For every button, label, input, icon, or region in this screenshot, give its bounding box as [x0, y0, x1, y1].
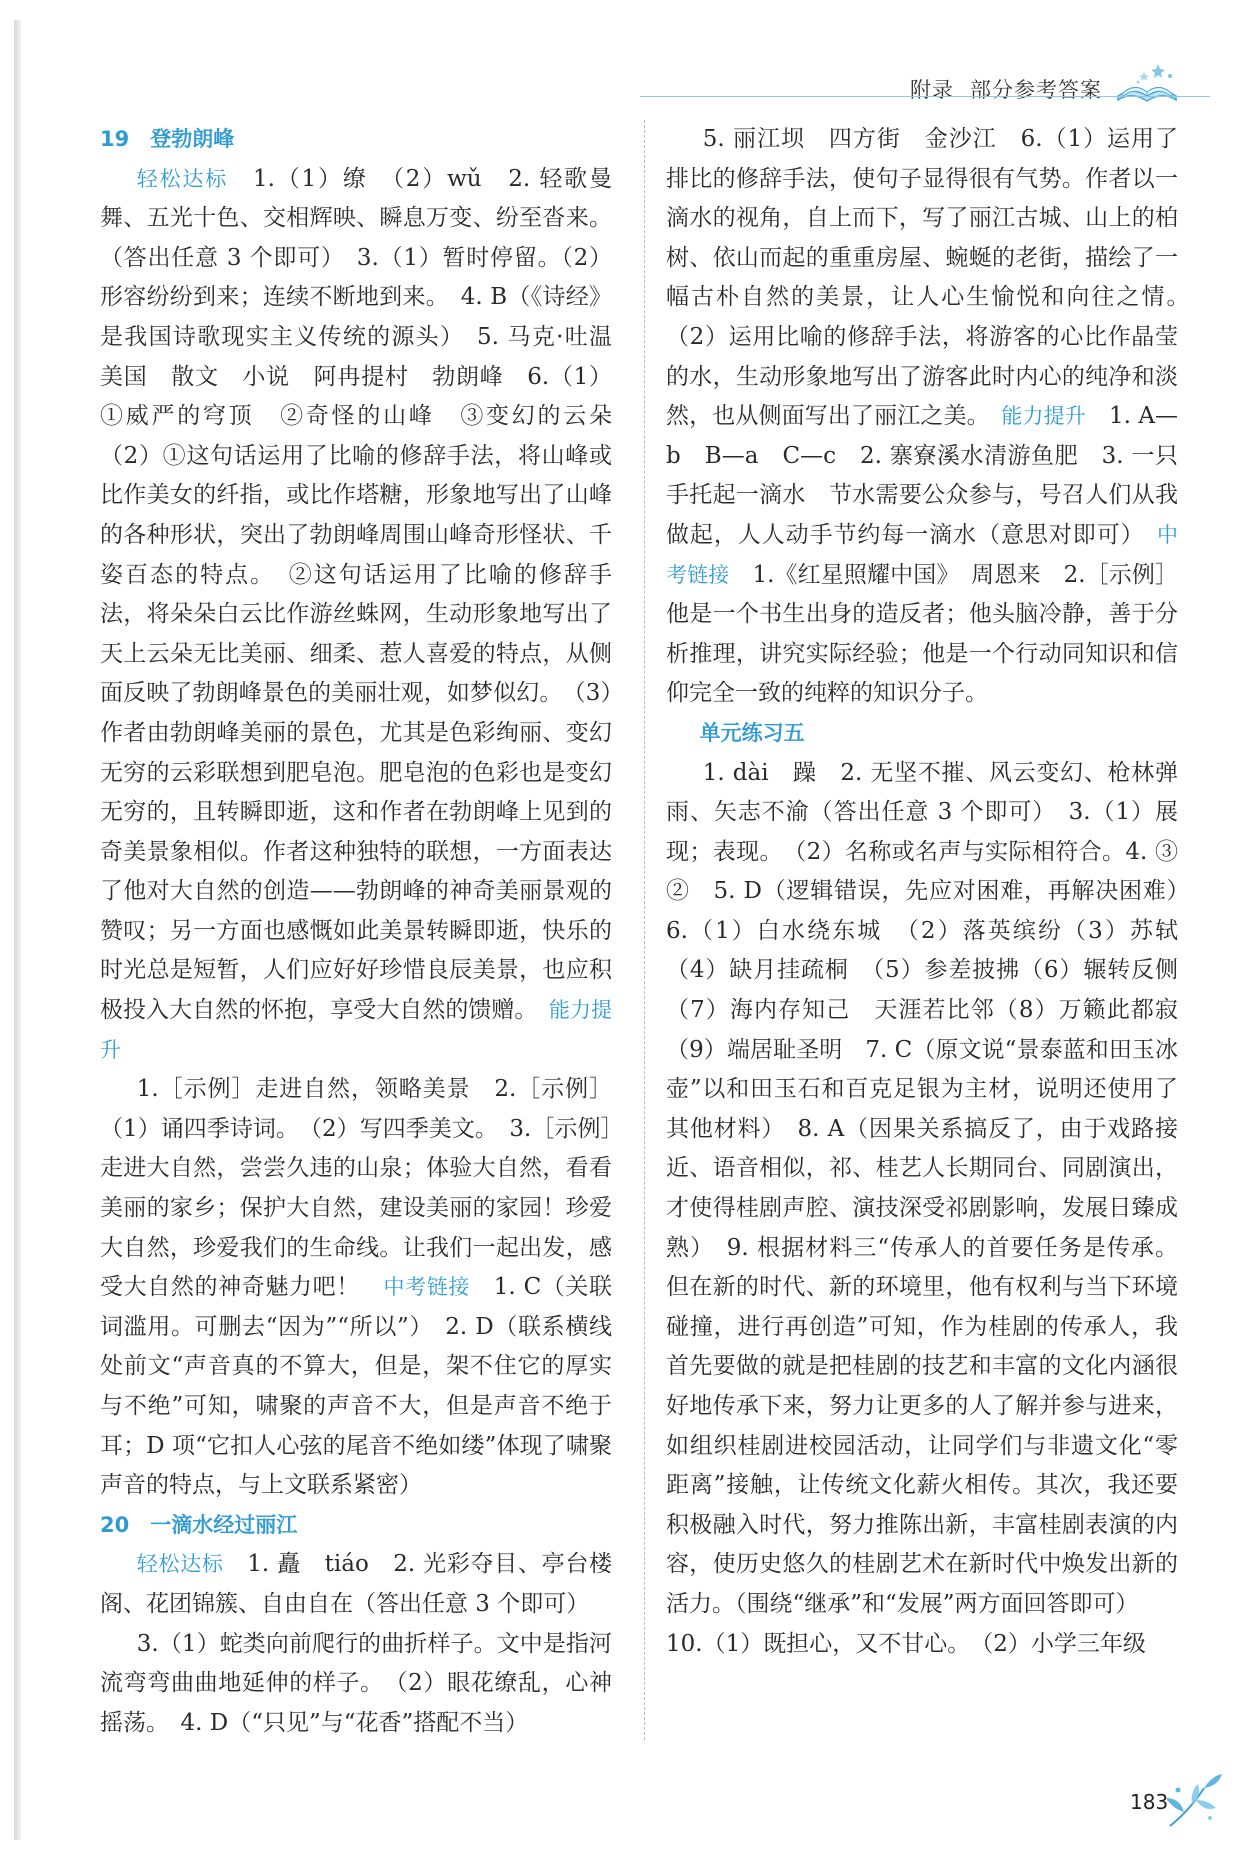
lesson-20-part-3 — [666, 120, 1201, 714]
unit-5-title: 单元练习五 — [699, 720, 805, 745]
answer-text: 5. 丽江坝 四方街 金沙江 6.（1）运用了排比的修辞手法，使句子显得很有气势。作者以一滴水的视角，自上而下，写了丽江古城、山上的柏树、依山而起的重重房屋、蜿蜒的老街，描绘了一幅古朴自然的美景，让人心生愉悦和向往之情。 （2）运用比喻的修辞手法，将游客的心比作晶莹的水，生动形象地写出了游客此时内心的纯净和淡然，也从侧面写出了丽江之美。 — [666, 126, 1201, 430]
unit-5-answers: 1. dài 躁 2. 无坚不摧、风云变幻、枪林弹雨、矢志不渝（答出任意 3 个即可） 3.（1）展现；表现。 （2）名称或名声与实际相符合。4. ③ ② 5. D（逻辑错误，先应对困难，再解决困难） 6.（1）白水绕东城 （2）落英缤纷（3）苏轼 （4）缺月挂疏桐 （5）参差披拂（6）辗转反侧 （7）海内存知己 天涯若比邻（8）万籁此都寂 （9）端居耻圣明 7. C（原文说“景泰蓝和田玉冰壶”以和田玉石和百克足银为主材，说明还使用了其他材料） 8. A（因果关系搞反了，由于戏路接近、语音相似，祁、桂艺人长期同台、同剧演出，才使得桂剧声腔、演技深受祁剧影响，发展日臻成熟） 9. 根据材料三“传承人的首要任务是传承。但在新的时代、新的环境里，他有权利与当下环境碰撞，进行再创造”可知，作为桂剧的传承人，我首先要做的就是把桂剧的技艺和丰富的文化内涵很好地传承下来，努力让更多的人了解并参与进来，如组织桂剧进校园活动，让同学们与非遗文化“零距离”接触，让传统文化薪火相传。其次，我还要积极融入时代，努力推陈出新，丰富桂剧表演的内容，使历史悠久的桂剧艺术在新时代中焕发出新的活力。（围绕“继承”和“发展”两方面回答即可） — [666, 759, 1201, 1617]
section-label: 中考链接 — [666, 522, 1179, 587]
section-label: 能力提升 — [1001, 404, 1086, 429]
header-appendix: 附录 — [910, 78, 954, 102]
lesson-20-part-1 — [100, 1545, 612, 1624]
lesson-20-part-2: 3.（1）蛇类向前爬行的曲折样子。文中是指河流弯弯曲曲地延伸的样子。 （2）眼花缭乱，心神摇荡。 4. D（“只见”与“花香”搭配不当） — [100, 1630, 612, 1736]
answer-text: 1. C（关联词滥用。可删去“因为”“所以”） 2. D（联系横线处前文“声音真的不算大，但是，架不住它的厚实与不绝”可知，啸聚的声音不大，但是声音不绝于耳；D 项“它扣人心弦的尾音不绝如缕”体现了啸聚声音的特点，与上文联系紧密） — [100, 1274, 613, 1499]
section-label: 能力提升 — [100, 998, 613, 1062]
answer-text: 1. 矗 tiáo 2. 光彩夺目、亭台楼阁、花团锦簇、自由自在（答出任意 3 个即可） — [100, 1551, 613, 1617]
unit-5-answer-10: 10.（1）既担心，又不甘心。 （2）小学三年级 — [666, 1630, 1146, 1657]
header-section: 部分参考答案 — [970, 78, 1102, 102]
right-column — [666, 120, 1201, 1664]
answer-text: 1.（1）缭 （2）wǔ 2. 轻歌曼舞、五光十色、交相辉映、瞬息万变、纷至沓来。（答出任意 3 个即可） 3.（1）暂时停留。（2）形容纷纷到来；连续不断地到来。 4. B（《诗经》是我国诗歌现实主义传统的源头） 5. 马克·吐温 美国 散文 小说 阿冉提村 勃朗峰 6.（1）①威严的穹顶 ②奇怪的山峰 ③变幻的云朵 （2）①这句话运用了比喻的修辞手法，将山峰或比作美女的纤指，或比作塔糖，形象地写出了山峰的各种形状，突出了勃朗峰周围山峰奇形怪状、千姿百态的特点。 ②这句话运用了比喻的修辞手法，将朵朵白云比作游丝蛛网，生动形象地写出了天上云朵无比美丽、细柔、惹人喜爱的特点，从侧面反映了勃朗峰景色的美丽壮观，如梦似幻。 （3）作者由勃朗峰美丽的景色，尤其是色彩绚丽、变幻无穷的云彩联想到肥皂泡。肥皂泡的色彩也是变幻无穷的，且转瞬即逝，这和作者在勃朗峰上见到的奇美景象相似。作者这种独特的联想，一方面表达了他对大自然的创造——勃朗峰的神奇美丽景观的赞叹；另一方面也感慨如此美景转瞬即逝，快乐的时光总是短暂，人们应好好珍惜良辰美景，也应积极投入大自然的怀抱，享受大自然的馈赠。 — [100, 165, 635, 1024]
column-divider — [644, 120, 645, 1740]
leaf-sprig-icon — [1160, 1770, 1226, 1832]
section-label: 轻松达标 — [136, 166, 229, 191]
answer-text: 1.《红星照耀中国》 周恩来 2.［示例］他是一个书生出身的造反者；他头脑冷静，善于分析推理，讲究实际经验；他是一个行动同知识和信仰完全一致的纯粹的知识分子。 — [666, 561, 1179, 707]
left-column — [100, 120, 635, 1743]
answer-text: 1. A—b B—a C—c 2. 寨寮溪水清游鱼肥 3. 一只手托起一滴水 节水需要公众参与，号召人们从我做起，人人动手节约每一滴水（意思对即可） — [666, 403, 1178, 548]
page-binding-shadow — [14, 20, 21, 1840]
page-number: 183 — [1130, 1790, 1169, 1814]
lesson-19-part-2 — [100, 1070, 612, 1506]
header-rule — [640, 96, 1210, 97]
lesson-19-title: 19 登勃朗峰 — [100, 127, 235, 151]
section-label: 轻松达标 — [136, 1552, 224, 1577]
lesson-20-title: 20 一滴水经过丽江 — [100, 1512, 298, 1537]
header-title — [910, 74, 1102, 104]
answer-text: 1.［示例］走进自然，领略美景 2.［示例］（1）诵四季诗词。 （2）写四季美文。 3.［示例］走进大自然，尝尝久违的山泉；体验大自然，看看美丽的家乡；保护大自然，建设美丽的家园！珍爱大自然，珍爱我们的生命线。让我们一起出发，感受大自然的神奇魅力吧！ — [100, 1076, 612, 1301]
lesson-19-part-1 — [100, 160, 635, 1071]
section-label: 中考链接 — [383, 1275, 471, 1300]
